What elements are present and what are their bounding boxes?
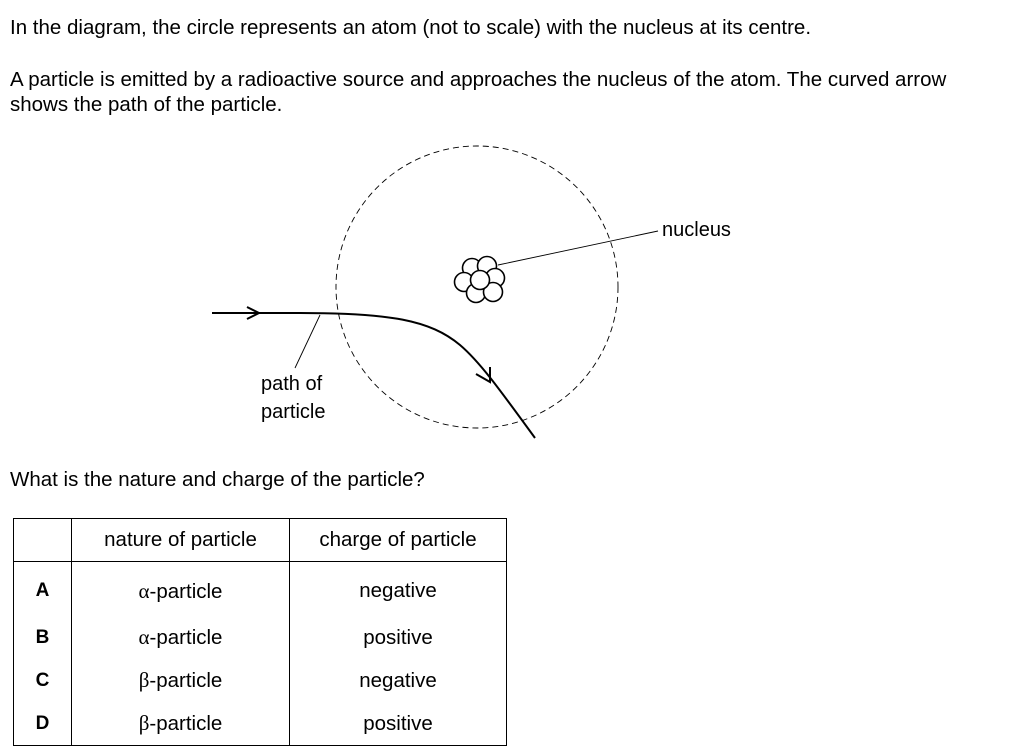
greek-symbol: β [138,668,150,692]
answer-options-table [13,518,507,746]
option-nature [72,659,290,702]
header-letter [14,519,72,562]
option-letter: B [14,616,72,659]
option-letter: D [14,702,72,746]
greek-symbol: α [138,625,150,649]
nucleus-icon [455,257,505,303]
path-label-line-1: path of [261,373,323,395]
option-row-b[interactable] [14,616,507,659]
nature-text: -particle [149,712,223,735]
greek-symbol: α [138,578,150,603]
header-charge: charge of particle [290,519,507,562]
nature-text: -particle [149,579,223,603]
option-row-d[interactable] [14,702,507,746]
option-row-c[interactable] [14,659,507,702]
header-nature: nature of particle [72,519,290,562]
option-nature [72,702,290,746]
option-charge: positive [290,616,507,659]
nature-text: -particle [149,626,223,649]
option-nature [72,562,290,617]
table-header-row [14,519,507,562]
option-letter: A [14,562,72,617]
option-row-a[interactable] [14,562,507,617]
greek-symbol: β [138,711,150,735]
option-letter: C [14,659,72,702]
path-leader-line [295,315,320,368]
nucleus-leader-line [498,231,658,265]
option-nature [72,616,290,659]
option-charge: negative [290,659,507,702]
option-charge: positive [290,702,507,746]
question-text: What is the nature and charge of the particle? [10,468,425,491]
option-charge: negative [290,562,507,617]
nucleus-label: nucleus [662,219,731,241]
intro-sentence-1: In the diagram, the circle represents an atom (not to scale) with the nucleus at its centre. [10,16,812,39]
path-label-line-2: particle [261,401,326,423]
nature-text: -particle [149,669,223,692]
intro-sentence-2: A particle is emitted by a radioactive source and approaches the nucleus of the atom. The curved arrow shows the path of the particle. [10,68,947,116]
